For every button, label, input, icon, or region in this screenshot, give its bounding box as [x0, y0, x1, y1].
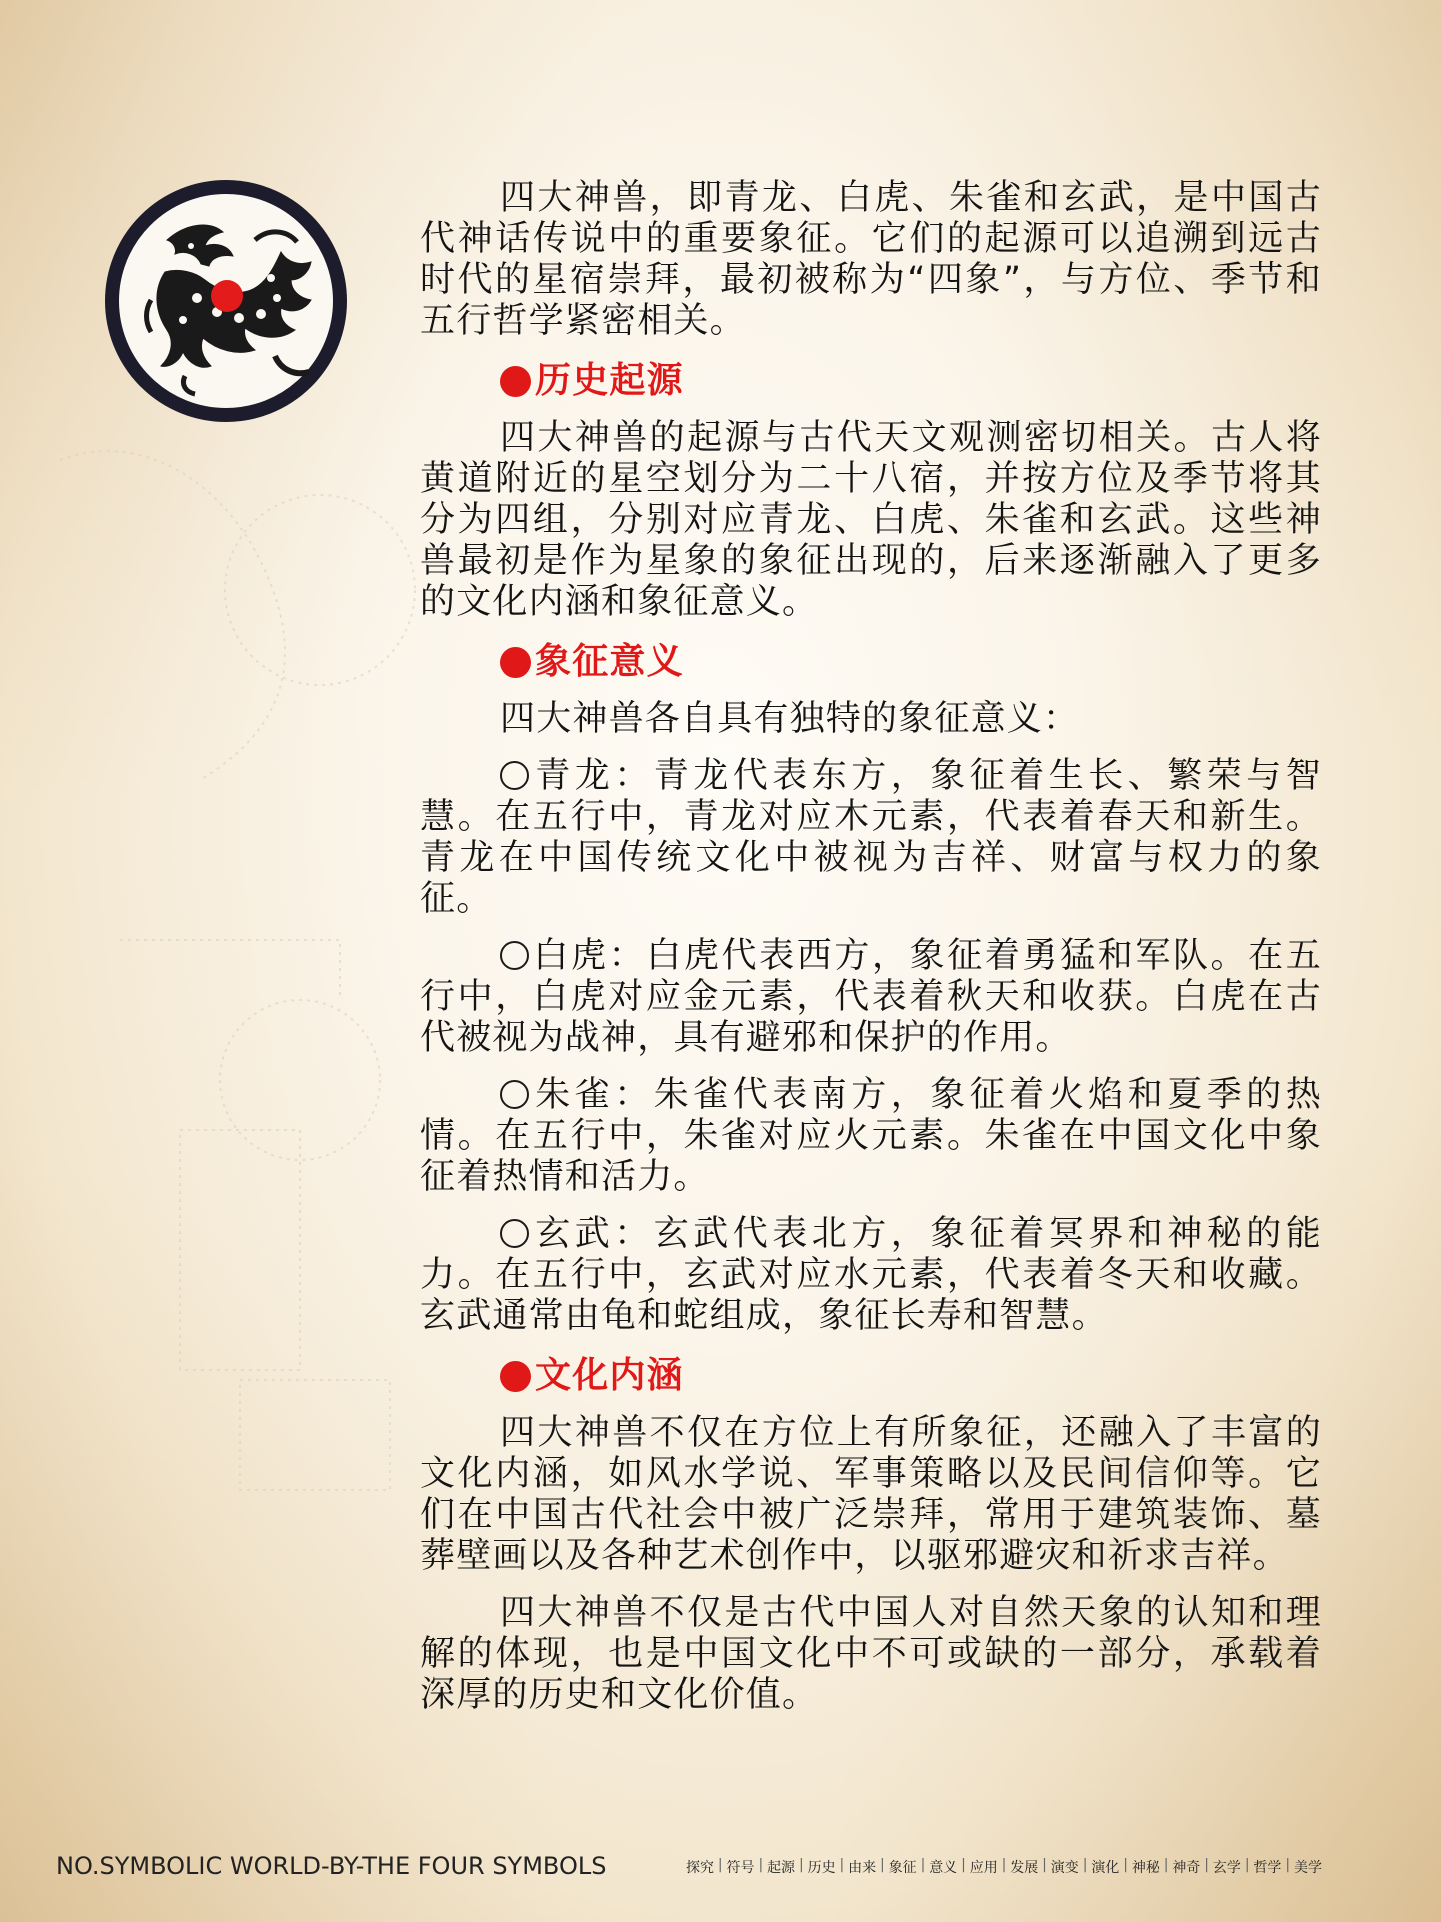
tag-separator: | [1285, 1857, 1291, 1873]
section-heading-culture [500, 1353, 1322, 1399]
hollow-circle-icon [500, 941, 529, 970]
hollow-circle-icon [500, 1219, 529, 1248]
tag-separator: | [880, 1857, 885, 1873]
footer-tag: 哲学 [1253, 1860, 1282, 1876]
tag-separator: | [1163, 1857, 1169, 1873]
footer-title: NO.SYMBOLIC WORLD-BY-THE FOUR SYMBOLS [56, 1852, 607, 1880]
history-paragraph: 四大神兽的起源与古代天文观测密切相关。古人将黄道附近的星空划分为二十八宿，并按方位及季节将其分为四组，分别对应青龙、白虎、朱雀和玄武。这些神兽最初是作为星象的象征出现的，后来逐渐融入了更多的文化内涵和象征意义。 [420, 418, 1322, 622]
footer-tag: 意义 [929, 1860, 958, 1876]
tag-separator: | [758, 1857, 764, 1873]
tag-separator: | [1244, 1857, 1250, 1873]
tag-separator: | [798, 1857, 804, 1873]
article-body [420, 178, 1322, 1732]
tag-separator: | [920, 1857, 926, 1873]
tag-separator: | [1204, 1857, 1209, 1873]
conclusion-paragraph: 四大神兽不仅是古代中国人对自然天象的认知和理解的体现，也是中国文化中不可或缺的一部分，承载着深厚的历史和文化价值。 [420, 1593, 1322, 1715]
tag-separator: | [961, 1857, 966, 1873]
footer-tag: 美学 [1293, 1860, 1322, 1876]
footer-tag: 应用 [969, 1860, 998, 1876]
footer-tag: 起源 [767, 1860, 796, 1876]
list-item-black-tortoise [420, 1214, 1322, 1337]
footer-tag-list [686, 1857, 1322, 1877]
hollow-circle-icon [500, 761, 529, 790]
tag-separator: | [1082, 1857, 1088, 1873]
footer-tag: 神秘 [1131, 1860, 1160, 1876]
footer-tag: 玄学 [1212, 1860, 1241, 1876]
list-item-text: 白虎：白虎代表西方，象征着勇猛和军队。在五行中，白虎对应金元素，代表着秋天和收获。白虎在古代被视为战神，具有避邪和保护的作用。 [420, 936, 1322, 1058]
symbolism-intro-paragraph: 四大神兽各自具有独特的象征意义： [500, 699, 1080, 739]
list-item-text: 朱雀：朱雀代表南方，象征着火焰和夏季的热情。在五行中，朱雀对应火元素。朱雀在中国文化中象征着热情和活力。 [420, 1075, 1322, 1197]
list-item-white-tiger [420, 936, 1322, 1059]
footer-tag: 演变 [1050, 1860, 1079, 1876]
tag-separator: | [1001, 1857, 1007, 1873]
section-heading-label: 历史起源 [535, 360, 684, 401]
footer-tag: 神奇 [1172, 1860, 1201, 1876]
list-item-text: 青龙：青龙代表东方，象征着生长、繁荣与智慧。在五行中，青龙对应木元素，代表着春天和新生。青龙在中国传统文化中被视为吉祥、财富与权力的象征。 [420, 756, 1322, 919]
tag-separator: | [717, 1857, 723, 1873]
footer-tag: 符号 [726, 1860, 755, 1876]
red-dot-icon [500, 1361, 531, 1392]
tag-separator: | [1042, 1857, 1047, 1873]
list-item-vermilion-bird [420, 1075, 1322, 1198]
tag-separator: | [839, 1857, 845, 1873]
red-dot-icon [500, 366, 531, 397]
footer-tag: 象征 [888, 1860, 917, 1876]
footer-tag: 由来 [848, 1860, 877, 1876]
hollow-circle-icon [500, 1080, 529, 1109]
footer-tag: 演化 [1091, 1860, 1120, 1876]
intro-paragraph: 四大神兽，即青龙、白虎、朱雀和玄武，是中国古代神话传说中的重要象征。它们的起源可以追溯到远古时代的星宿崇拜，最初被称为“四象”，与方位、季节和五行哲学紧密相关。 [420, 178, 1322, 341]
culture-paragraph: 四大神兽不仅在方位上有所象征，还融入了丰富的文化内涵，如风水学说、军事策略以及民间信仰等。它们在中国古代社会中被广泛崇拜，常用于建筑装饰、墓葬壁画以及各种艺术创作中，以驱邪避灾和祈求吉祥。 [420, 1413, 1322, 1576]
section-heading-label: 象征意义 [535, 641, 684, 682]
list-item-azure-dragon [420, 756, 1322, 920]
section-heading-history [500, 358, 1322, 404]
section-heading-symbolism [500, 639, 1322, 685]
list-item-text: 玄武：玄武代表北方，象征着冥界和神秘的能力。在五行中，玄武对应水元素，代表着冬天和收藏。玄武通常由龟和蛇组成，象征长寿和智慧。 [420, 1214, 1322, 1336]
tag-separator: | [1123, 1857, 1128, 1873]
section-heading-label: 文化内涵 [535, 1355, 684, 1396]
footer-tag: 发展 [1010, 1860, 1039, 1876]
footer-tag: 历史 [807, 1860, 836, 1876]
footer-tag: 探究 [686, 1860, 714, 1876]
dragon-emblem-icon [105, 180, 347, 422]
red-dot-icon [500, 647, 531, 678]
